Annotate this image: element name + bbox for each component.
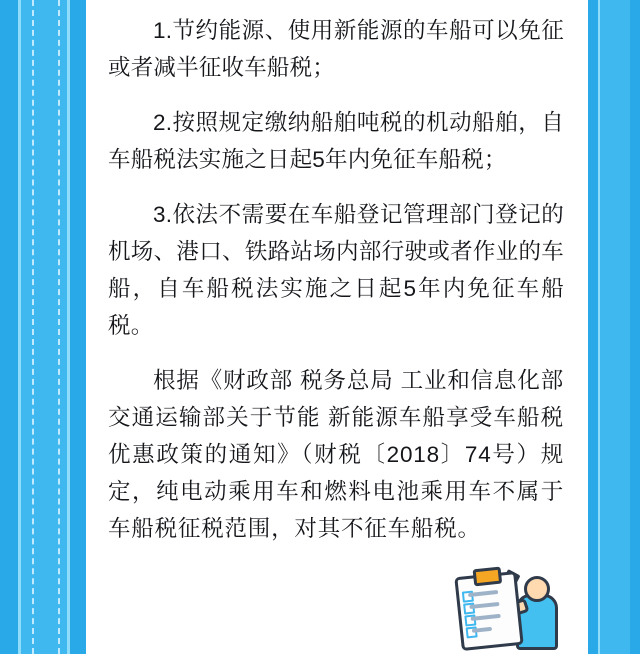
paragraph-item-1: 1.节约能源、使用新能源的车船可以免征或者减半征收车船税； xyxy=(108,18,564,80)
clipboard-clip-icon xyxy=(473,567,503,587)
right-band-inner xyxy=(598,0,630,654)
clipboard-line xyxy=(472,627,492,633)
right-dashed-line xyxy=(58,0,60,654)
person-head-icon xyxy=(524,576,550,602)
right-decorative-band xyxy=(588,0,640,654)
content-card xyxy=(86,0,588,654)
clipboard-icon xyxy=(454,571,523,651)
paragraph-policy-note: 根据《财政部 税务总局 工业和信息化部 交通运输部关于节能 新能源车船享受车船税优惠政策的通知》（财税〔2018〕74号）规定，纯电动乘用车和燃料电池乘用车不属于车船税征税范围，对其不征车船税。 xyxy=(108,368,564,541)
clipboard-checklist-person-illustration xyxy=(448,564,584,654)
paragraph-item-2: 2.按照规定缴纳船舶吨税的机动船舶，自车船税法实施之日起5年内免征车船税； xyxy=(108,110,564,172)
content-body xyxy=(86,0,588,654)
paragraph-item-3: 3.依法不需要在车船登记管理部门登记的机场、港口、铁路站场内部行驶或者作业的车船，自车船税法实施之日起5年内免征车船税。 xyxy=(108,202,564,338)
left-dashed-line xyxy=(32,0,34,654)
left-decorative-band xyxy=(0,0,86,654)
left-band-inner xyxy=(18,0,70,654)
